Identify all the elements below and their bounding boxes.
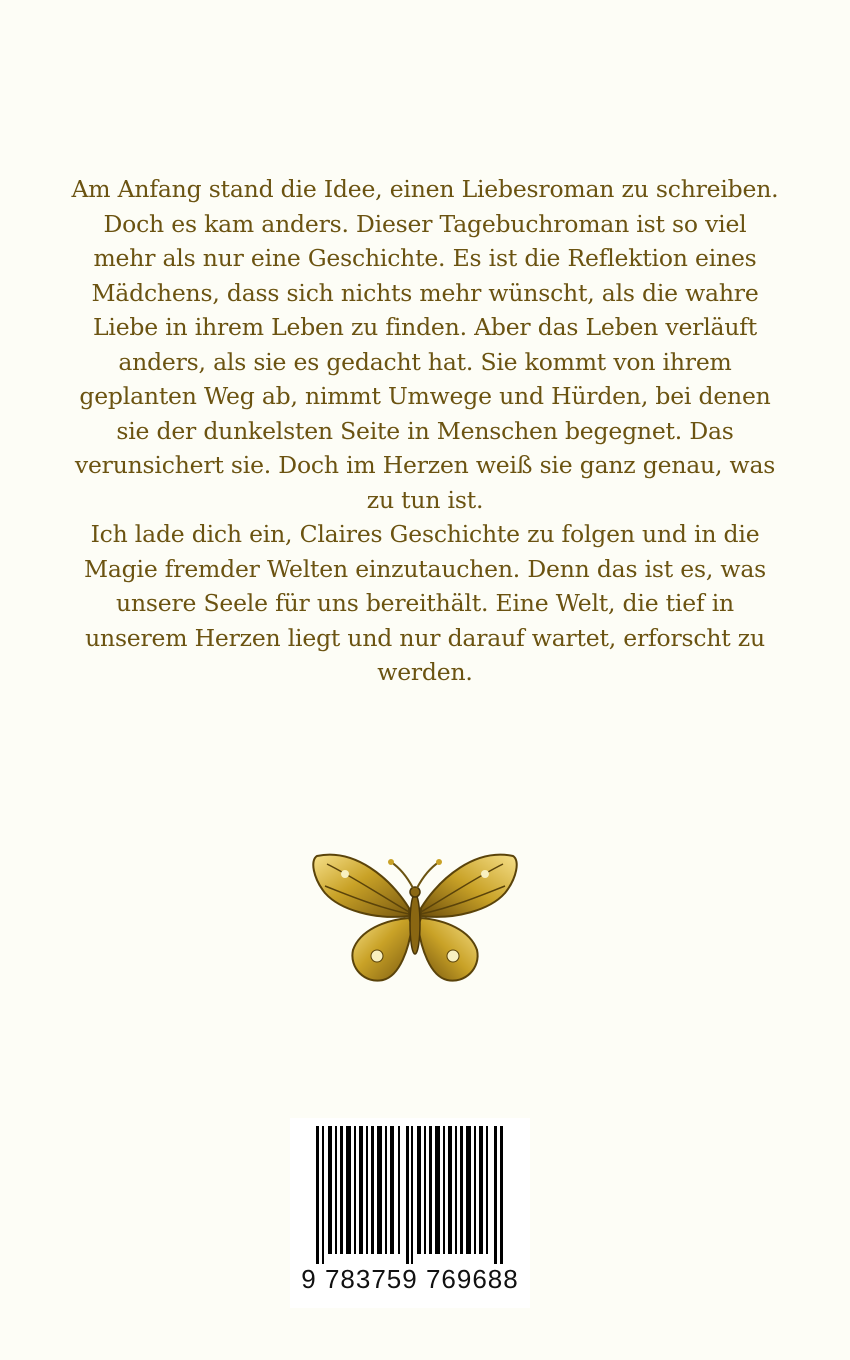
blurb-paragraph-1: Am Anfang stand die Idee, einen Liebesroman zu schreiben. Doch es kam anders. Dieser Tagebuchroman ist so viel mehr als nur eine Geschichte. Es ist die Reflektion eines Mädchens, dass sich nichts mehr wünscht, als die wahre Liebe in ihrem Leben zu finden. Aber das Leben verläuft anders, als sie es gedacht hat. Sie kommt von ihrem geplanten Weg ab, nimmt Umwege und Hürden, bei denen sie der dunkelsten Seite in Menschen begegnet. Das verunsichert sie. Doch im Herzen weiß sie ganz genau, was zu tun ist. <box>71 175 779 514</box>
back-cover-blurb <box>70 172 780 690</box>
butterfly-icon <box>305 838 525 988</box>
isbn-number: 9 783759 769688 <box>301 1264 519 1294</box>
barcode <box>290 1118 530 1308</box>
blurb-paragraph-2: Ich lade dich ein, Claires Geschichte zu folgen und in die Magie fremder Welten einzutauchen. Denn das ist es, was unsere Seele für uns bereithält. Eine Welt, die tief in unserem Herzen liegt und nur darauf wartet, erforscht zu werden. <box>84 520 766 686</box>
barcode-icon <box>316 1126 504 1264</box>
